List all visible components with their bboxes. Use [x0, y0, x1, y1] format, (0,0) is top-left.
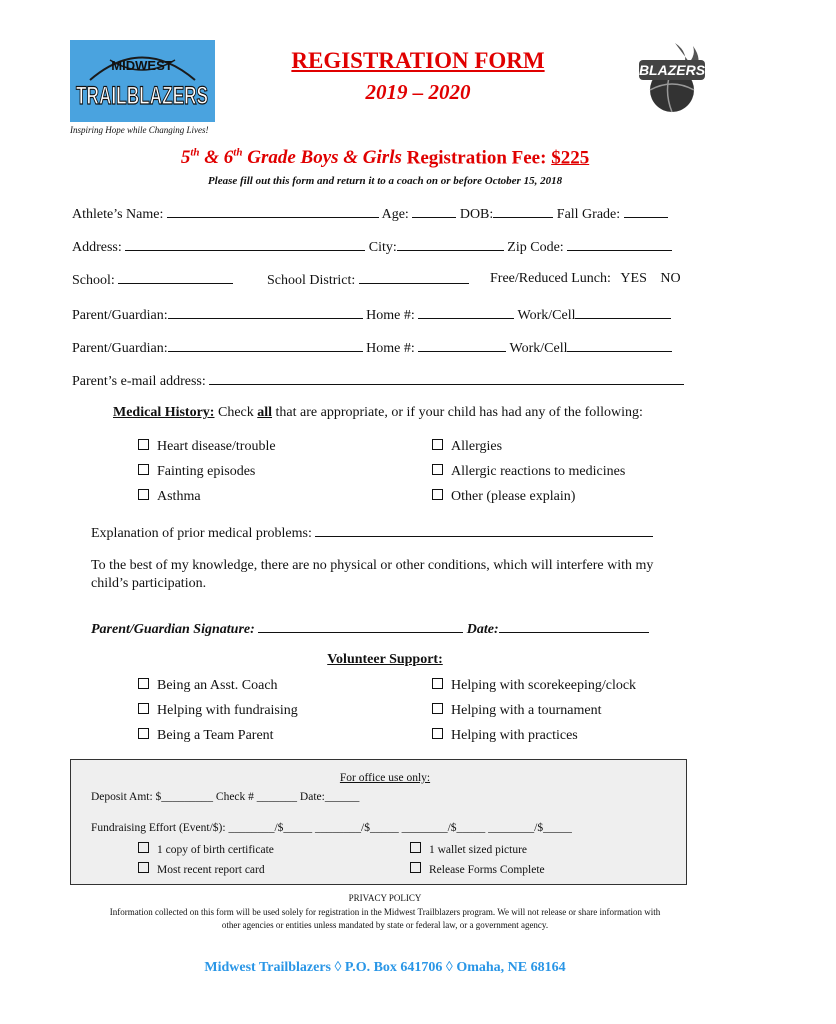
medical-option-label: Fainting episodes — [157, 464, 256, 479]
home1-label: Home #: — [366, 308, 415, 323]
explanation-field[interactable] — [315, 524, 653, 537]
checkbox-icon[interactable] — [138, 439, 149, 450]
grade-fee-heading — [0, 147, 770, 169]
office-check[interactable] — [138, 862, 265, 876]
volunteer-title: Volunteer Support: — [327, 652, 443, 667]
work2-label: Work/Cell — [509, 341, 568, 356]
volunteer-option[interactable] — [138, 728, 274, 744]
medical-option[interactable] — [432, 439, 502, 455]
volunteer-option[interactable] — [432, 678, 636, 694]
medical-option-label: Allergic reactions to medicines — [451, 464, 626, 479]
school-row — [72, 271, 233, 289]
medical-history-line — [113, 405, 643, 421]
office-check-label: 1 copy of birth certificate — [157, 844, 274, 856]
home2-field[interactable] — [418, 339, 506, 352]
date-label: Date: — [466, 622, 499, 637]
school-district-label: School District: — [267, 273, 356, 288]
address-label: Address: — [72, 240, 122, 255]
volunteer-option-label: Being an Asst. Coach — [157, 678, 278, 693]
parent2-row — [72, 339, 672, 357]
grade-b: 6 — [223, 147, 234, 169]
athlete-name-label: Athlete’s Name: — [72, 207, 164, 222]
home1-field[interactable] — [418, 306, 514, 319]
medical-option-label: Other (please explain) — [451, 489, 576, 504]
dob-field[interactable] — [493, 205, 553, 218]
work1-field[interactable] — [575, 306, 671, 319]
volunteer-option[interactable] — [138, 703, 298, 719]
zip-label: Zip Code: — [507, 240, 564, 255]
volunteer-option[interactable] — [432, 728, 578, 744]
privacy-title: PRIVACY POLICY — [348, 893, 422, 903]
volunteer-option-label: Helping with scorekeeping/clock — [451, 678, 637, 693]
logo-top-text: MIDWEST — [111, 58, 173, 73]
volunteer-option[interactable] — [138, 678, 278, 694]
checkbox-icon[interactable] — [138, 728, 149, 739]
checkbox-icon[interactable] — [138, 464, 149, 475]
email-field[interactable] — [209, 372, 684, 385]
office-check-label: 1 wallet sized picture — [429, 844, 528, 856]
grade-amp: & — [199, 147, 224, 169]
address-row — [72, 238, 672, 256]
address-field[interactable] — [125, 238, 365, 251]
date-field[interactable] — [499, 620, 649, 633]
checkbox-icon[interactable] — [138, 489, 149, 500]
parent2-field[interactable] — [168, 339, 363, 352]
blazers-logo-text: BLAZERS — [638, 62, 706, 78]
checkbox-icon[interactable] — [138, 842, 149, 853]
page-title: REGISTRATION FORM — [291, 48, 545, 73]
signature-field[interactable] — [258, 620, 463, 633]
volunteer-option[interactable] — [432, 703, 601, 719]
volunteer-option-label: Helping with fundraising — [157, 703, 298, 718]
checkbox-icon[interactable] — [432, 678, 443, 689]
fall-grade-field[interactable] — [624, 205, 668, 218]
checkbox-icon[interactable] — [432, 489, 443, 500]
parent1-field[interactable] — [168, 306, 363, 319]
fee-amount: $225 — [551, 147, 590, 169]
age-field[interactable] — [412, 205, 456, 218]
medical-option-label: Asthma — [157, 489, 201, 504]
checkbox-icon[interactable] — [432, 439, 443, 450]
logo-tagline: Inspiring Hope while Changing Lives! — [70, 125, 209, 135]
instructions: Please fill out this form and return it to a coach on or before October 15, 2018 — [207, 175, 563, 187]
volunteer-option-label: Being a Team Parent — [157, 728, 274, 743]
checkbox-icon[interactable] — [138, 862, 149, 873]
school-label: School: — [72, 273, 115, 288]
city-field[interactable] — [397, 238, 504, 251]
checkbox-icon[interactable] — [138, 678, 149, 689]
free-lunch-label: Free/Reduced Lunch: — [490, 271, 611, 286]
parent2-label: Parent/Guardian: — [72, 341, 168, 356]
grade-a: 5 — [180, 147, 191, 169]
fall-grade-label: Fall Grade: — [556, 207, 621, 222]
work2-field[interactable] — [567, 339, 672, 352]
signature-label: Parent/Guardian Signature: — [91, 622, 255, 637]
medical-option[interactable] — [138, 439, 276, 455]
office-check[interactable] — [410, 862, 545, 876]
district-row — [267, 271, 469, 289]
blazers-basketball-logo — [635, 38, 710, 116]
explanation-row — [91, 524, 653, 542]
checkbox-icon[interactable] — [432, 464, 443, 475]
medical-option[interactable] — [432, 464, 625, 480]
office-title: For office use only: — [339, 772, 431, 784]
office-check-label: Most recent report card — [157, 864, 265, 876]
grade-rest: Grade Boys & Girls — [242, 147, 402, 169]
signature-row — [91, 620, 649, 638]
lunch-yes-option[interactable]: YES — [620, 271, 647, 286]
volunteer-option-label: Helping with practices — [451, 728, 578, 743]
season: 2019 – 2020 — [365, 80, 471, 104]
zip-field[interactable] — [567, 238, 672, 251]
office-check[interactable] — [138, 842, 274, 856]
medical-option[interactable] — [138, 464, 255, 480]
medical-option[interactable] — [432, 489, 575, 505]
volunteer-option-label: Helping with a tournament — [451, 703, 602, 718]
checkbox-icon[interactable] — [432, 703, 443, 714]
athlete-name-field[interactable] — [167, 205, 379, 218]
school-district-field[interactable] — [359, 271, 469, 284]
office-deposit: Deposit Amt: $_________ Check # _______ Date:______ — [91, 791, 360, 803]
lunch-row — [490, 271, 681, 287]
medical-all: all — [257, 405, 273, 420]
parent1-label: Parent/Guardian: — [72, 308, 168, 323]
medical-option[interactable] — [138, 489, 201, 505]
checkbox-icon[interactable] — [432, 728, 443, 739]
home2-label: Home #: — [366, 341, 415, 356]
email-label: Parent’s e-mail address: — [72, 374, 206, 389]
office-check[interactable] — [410, 842, 527, 856]
explanation-label: Explanation of prior medical problems: — [91, 526, 312, 541]
fee-label: Registration Fee: — [401, 147, 552, 169]
medical-option-label: Heart disease/trouble — [157, 439, 276, 454]
office-check-label: Release Forms Complete — [429, 864, 545, 876]
age-label: Age: — [381, 207, 409, 222]
lunch-no-option[interactable]: NO — [660, 271, 681, 286]
medical-text-b: that are appropriate, or if your child has had any of the following: — [272, 405, 643, 420]
checkbox-icon[interactable] — [410, 842, 421, 853]
parent1-row — [72, 306, 671, 324]
privacy-text: Information collected on this form will be used solely for registration in the Midwest Trailblazers program. We will not release or share information with other agencies or entities unless mandated by state or federal law, or a government agency. — [109, 907, 661, 930]
dob-label: DOB: — [459, 207, 494, 222]
email-row — [72, 372, 684, 390]
medical-text-a: Check — [214, 405, 258, 420]
athlete-row — [72, 205, 668, 223]
office-fundraising: Fundraising Effort (Event/$): ________/$_____ ________/$_____ ________/$_____ ________/$_____ — [91, 822, 572, 834]
logo-main-text: TRAILBLAZERS — [76, 82, 208, 110]
work1-label: Work/Cell — [517, 308, 576, 323]
checkbox-icon[interactable] — [138, 703, 149, 714]
city-label: City: — [368, 240, 397, 255]
checkbox-icon[interactable] — [410, 862, 421, 873]
grade-a-sup: th — [190, 147, 200, 159]
grade-b-sup: th — [233, 147, 243, 159]
medical-option-label: Allergies — [451, 439, 503, 454]
statement: To the best of my knowledge, there are no physical or other conditions, which will interfere with my child’s participation. — [91, 558, 654, 591]
medical-history-label: Medical History: — [113, 405, 215, 420]
footer-address: Midwest Trailblazers ◊ P.O. Box 641706 ◊ Omaha, NE 68164 — [204, 960, 566, 975]
school-field[interactable] — [118, 271, 233, 284]
